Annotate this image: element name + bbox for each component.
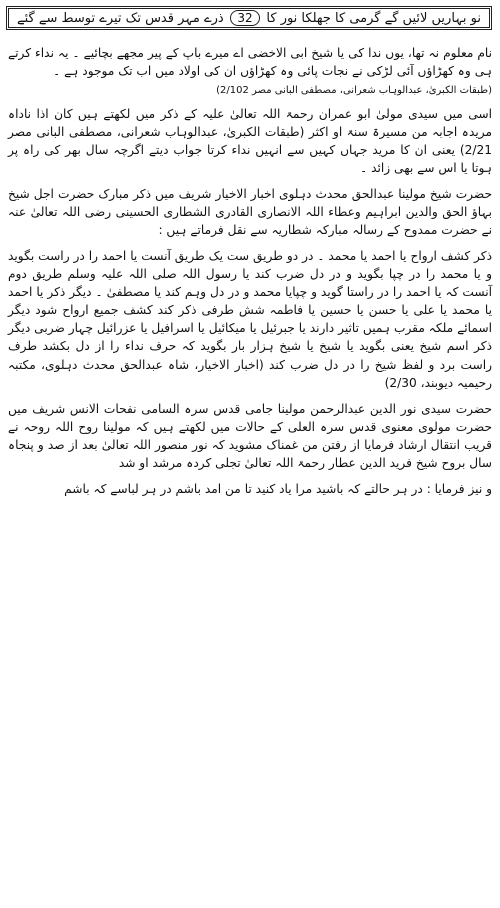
paragraph-5: حضرت سیدی نور الدین عبدالرحمن مولینا جامی قدس سرہ السامی نفحات الانس شریف میں حضرت مولوی معنوی قدس سرہ العلی کے حالات میں لکھتے ہیں کہ مولینا روح اللہ روحہ نے قریب انتقال ارشاد فرمایا از رفتن من غمناک مشوید کہ نور منصور اللہ تعالیٰ بعد از صد و پنجاہ سال بروح شیخ فرید الدین عطار رحمۃ اللہ تعالیٰ تجلی کردہ مرشد او شد <box>8 401 492 470</box>
citation-1: (طبقات الکبریٰ، عبدالوہاب شعرانی، مصطفی البانی مصر 2/102) <box>216 85 492 97</box>
paragraph-6: و نیز فرمایا : در ہر حالتے کہ باشید مرا یاد کنید تا من امد باشم در ہر لباسے کہ باشم <box>64 481 492 496</box>
page-number: 32 <box>230 10 259 26</box>
paragraph-3: حضرت شیخ مولینا عبدالحق محدث دہلوی اخبار الاخیار شریف میں ذکر مبارک حضرت اجل شیخ بہاؤ الحق والدین ابراہیم وعطاء اللہ الانصاری القادری الشطاری الحسینی رضی اللہ تعالیٰ عنہ نے حضرت ممدوح کے رسالہ مبارکہ شطاریہ سے نقل فرماتے ہیں : <box>8 187 492 238</box>
header-right-text: نو بہاریں لائیں گے گرمی کا جھلکا نور کا <box>266 10 481 26</box>
page-header <box>6 6 492 30</box>
paragraph-2: اسی میں سیدی مولیٰ ابو عمران رحمۃ اللہ تعالیٰ علیہ کے ذکر میں لکھتے ہیں کان اذا ناداہ مریدہ اجابہ من مسیرۃ سنۃ او اکثر (طبقات الکبریٰ، عبدالوہاب شعرانی، مصطفی البانی مصر 2/21) یعنی ان کا مرید جہاں کہیں سے انہیں نداء کرتا جواب دیتے اگرچہ سال بھر کی راہ پر ہوتا یا اس سے بھی زائد ۔ <box>8 106 492 176</box>
header-left-text: ذرے مہر قدس تک تیرے توسط سے گئے <box>17 10 224 26</box>
paragraph-4: ذکر کشف ارواح یا احمد یا محمد ۔ در دو طریق ست یک طریق آنست یا احمد را در راست بگوید و یا محمد را در چپا بگوید و در دل ضرب کند یا رسول اللہ صلی اللہ علیہ وسلم طریق دوم آنست کہ یا احمد را در راستا گوید و چپایا محمد و در دل وہم کند یا مصطفیٰ ۔ دیگر ذکر یا احمد یا محمد یا علی یا حسن یا حسین یا فاطمہ شش طرفی ذکر کند کشف جمیع ارواح شود دیگر اسمائے ملکہ مقرب ہمیں تاثیر دارند یا جبرئیل یا میکائیل یا اسرافیل یا عزرائیل چہار ضربی دیگر ذکر اسم شیخ یعنی بگوید یا شیخ یا شیخ ہزار بار بگوید کہ حرف نداء را از دل بکشد طرف راست برد و لفظ شیخ را در دل ضرب کند (اخبار الاخیار، شاہ عبدالحق محدث دہلوی، مکتبہ رحیمیہ دیوبند، 2/30) <box>8 249 492 390</box>
page-body <box>8 40 492 506</box>
paragraph-1: نام معلوم نہ تھا، یوں ندا کی یا شیخ ابی الاخضی اے میرے باپ کے پیر مجھے بچائیے ۔ یہ نداء کرتے ہی وہ کھڑاؤں آئی لڑکی نے نجات پائی وہ کھڑاؤں ان کی اولاد میں اب تک موجود ہے ۔ <box>8 46 492 79</box>
